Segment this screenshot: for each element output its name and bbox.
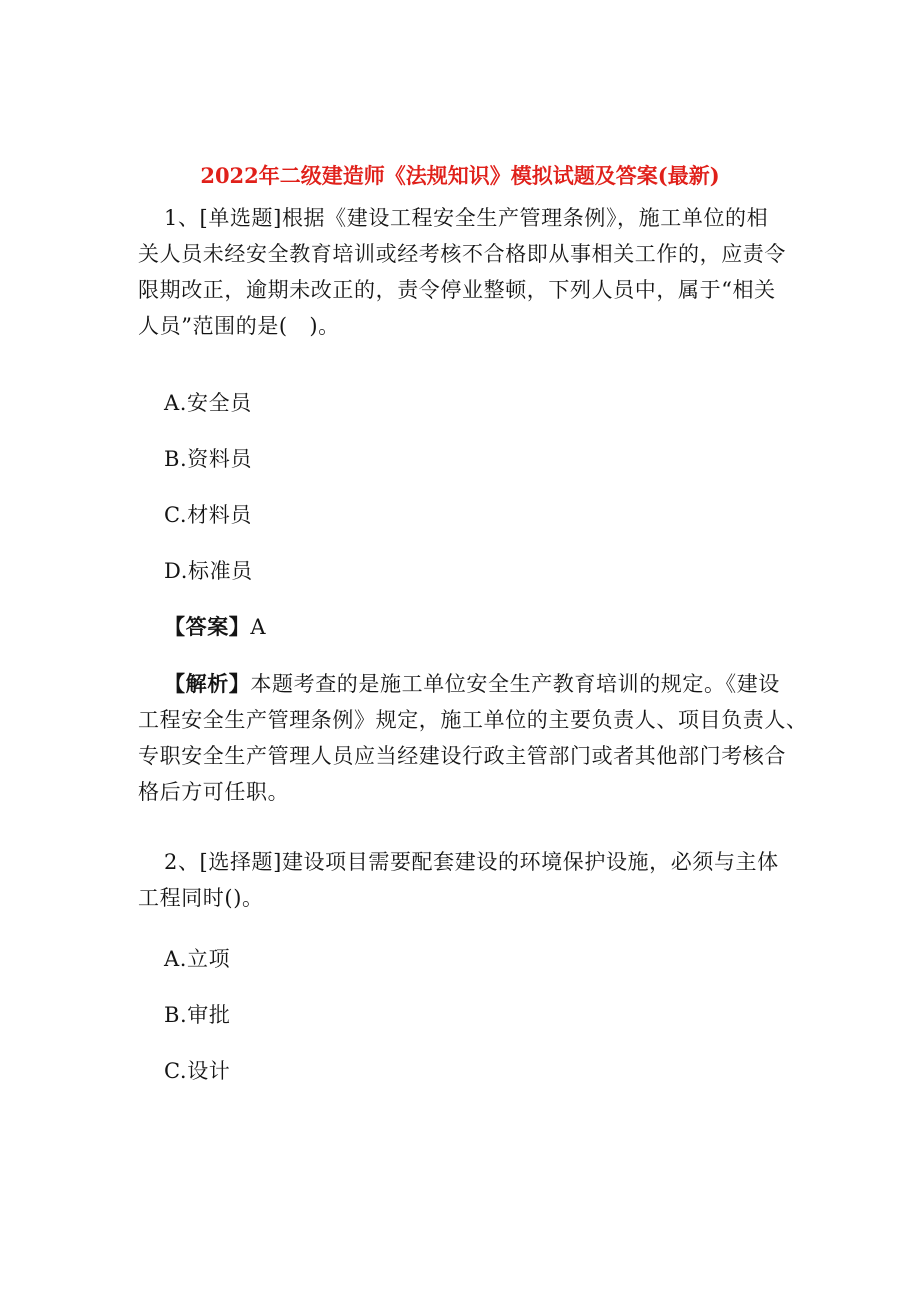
analysis-line [138,666,788,702]
question-1-stem-line: 人员”范围的是( )。 [138,314,340,338]
question-1-option-b: B.资料员 [164,447,253,471]
answer-label: 【答案】 [164,614,251,639]
question-2-stem-line: 2、[选择题]建设项目需要配套建设的环境保护设施，必须与主体 [164,850,779,874]
question-1-stem-line: 限期改正，逾期未改正的，责令停业整顿，下列人员中，属于“相关 [138,278,776,302]
question-1-answer [164,612,266,642]
analysis-line: 工程安全生产管理条例》规定，施工单位的主要负责人、项目负责人、 [138,708,808,732]
question-2-option-a: A.立项 [164,947,231,971]
question-1-analysis [138,666,808,810]
question-2-stem-line: 工程同时()。 [138,886,264,910]
analysis-label: 【解析】 [164,671,251,696]
analysis-line: 格后方可任职。 [138,780,290,804]
question-2-stem [138,844,788,916]
question-2-option-c: C.设计 [164,1059,231,1083]
analysis-line: 专职安全生产管理人员应当经建设行政主管部门或者其他部门考核合 [138,744,786,768]
question-1-stem-line: 关人员未经安全教育培训或经考核不合格即从事相关工作的，应责令 [138,242,786,266]
document-title: 2022年二级建造师《法规知识》模拟试题及答案(最新) [200,163,720,188]
question-1-stem [138,200,788,344]
analysis-text: 本题考查的是施工单位安全生产教育培训的规定。《建设 [250,672,780,696]
question-1-option-c: C.材料员 [164,503,252,527]
question-1-option-d: D.标准员 [164,559,253,583]
question-1-stem-line: 1、[单选题]根据《建设工程安全生产管理条例》，施工单位的相 [164,206,769,230]
answer-value: A [250,615,267,639]
question-1-option-a: A.安全员 [164,391,252,415]
question-2-option-b: B.审批 [164,1003,231,1027]
